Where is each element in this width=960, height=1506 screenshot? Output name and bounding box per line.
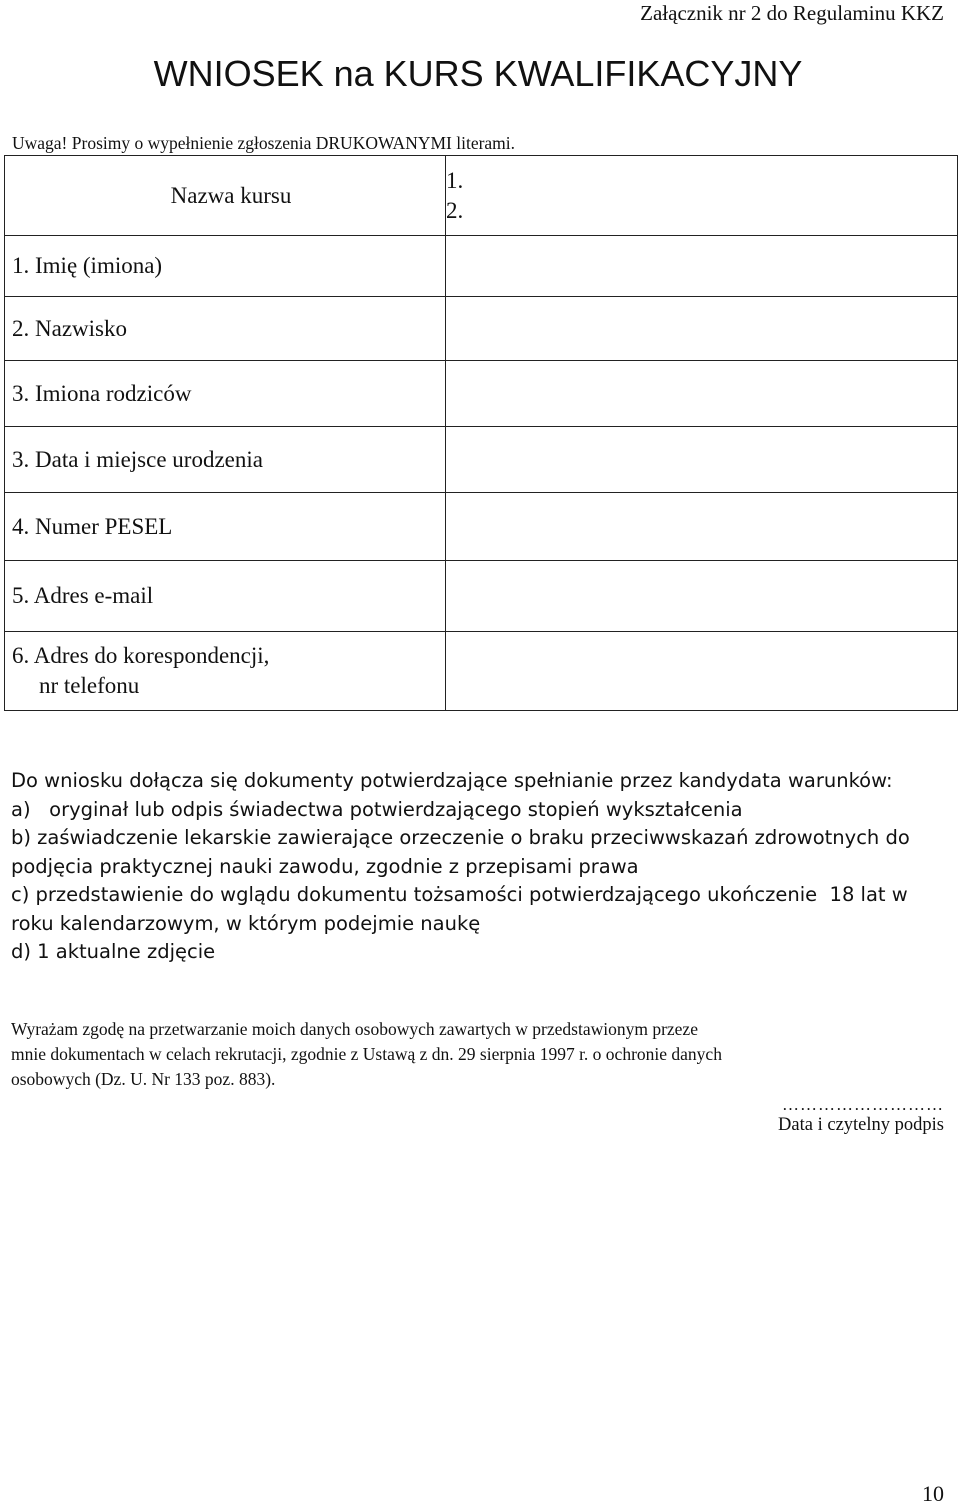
birth-date-place-field[interactable] (446, 427, 958, 493)
address-phone-field[interactable] (446, 632, 958, 711)
address-phone-label (5, 632, 446, 711)
form-row-first-name (5, 236, 958, 297)
signature-caption: Data i czytelny podpis (778, 1115, 944, 1135)
form-row-address-phone (5, 632, 958, 711)
required-document-item: c) przedstawienie do wglądu dokumentu tożsamości potwierdzającego ukończenie 18 lat w roku kalendarzowym, w którym podejmie naukę (11, 883, 908, 935)
data-processing-consent (11, 1017, 891, 1092)
required-documents-intro: Do wniosku dołącza się dokumenty potwierdzające spełnianie przez kandydata warunków: (11, 769, 893, 792)
notice-suffix: literami. (451, 133, 516, 153)
consent-line: mnie dokumentach w celach rekrutacji, zgodnie z Ustawą z dn. 29 sierpnia 1997 r. o ochronie danych (11, 1044, 722, 1064)
course-name-label: Nazwa kursu (5, 156, 446, 236)
page-number: 10 (922, 1481, 944, 1506)
course-name-field[interactable] (446, 156, 958, 236)
notice-prefix: Uwaga! (12, 133, 68, 153)
form-row-email (5, 561, 958, 632)
document-title: WNIOSEK na KURS KWALIFIKACYJNY (153, 53, 803, 94)
last-name-field[interactable] (446, 297, 958, 361)
notice-text: Prosimy o wypełnienie zgłoszenia (67, 133, 316, 153)
form-row-pesel (5, 493, 958, 561)
required-documents-section (11, 767, 946, 967)
fill-in-notice (12, 132, 515, 154)
required-document-item: d) 1 aktualne zdjęcie (11, 940, 216, 963)
birth-date-place-label: 3. Data i miejsce urodzenia (5, 427, 446, 493)
form-row-last-name (5, 297, 958, 361)
parents-names-field[interactable] (446, 361, 958, 427)
first-name-field[interactable] (446, 236, 958, 297)
annex-note: Załącznik nr 2 do Regulaminu KKZ (640, 1, 944, 25)
notice-emphasis: DRUKOWANYMI (315, 133, 452, 153)
email-field[interactable] (446, 561, 958, 632)
course-option-1: 1. (446, 167, 464, 193)
required-document-item: b) zaświadczenie lekarskie zawierające orzeczenie o braku przeciwwskazań zdrowotnych do podjęcia praktycznej nauki zawodu, zgodnie z przepisami prawa (11, 826, 910, 878)
pesel-field[interactable] (446, 493, 958, 561)
consent-line: Wyrażam zgodę na przetwarzanie moich danych osobowych zawartych w przedstawionym przeze (11, 1019, 698, 1039)
form-row-birth-date-place (5, 427, 958, 493)
form-row-course (5, 156, 958, 236)
required-document-item: a) oryginał lub odpis świadectwa potwierdzającego stopień wykształcenia (11, 797, 743, 821)
form-row-parents-names (5, 361, 958, 427)
application-form-table (4, 155, 958, 711)
address-label-line2: nr telefonu (39, 673, 140, 698)
email-label: 5. Adres e-mail (5, 561, 446, 632)
consent-line: osobowych (Dz. U. Nr 133 poz. 883). (11, 1069, 276, 1089)
course-option-2: 2. (446, 197, 464, 223)
signature-line[interactable]: ……………………… (782, 1095, 944, 1114)
address-label-line1: 6. Adres do korespondencji, (12, 643, 270, 668)
last-name-label: 2. Nazwisko (5, 297, 446, 361)
parents-names-label: 3. Imiona rodziców (5, 361, 446, 427)
first-name-label: 1. Imię (imiona) (5, 236, 446, 297)
pesel-label: 4. Numer PESEL (5, 493, 446, 561)
